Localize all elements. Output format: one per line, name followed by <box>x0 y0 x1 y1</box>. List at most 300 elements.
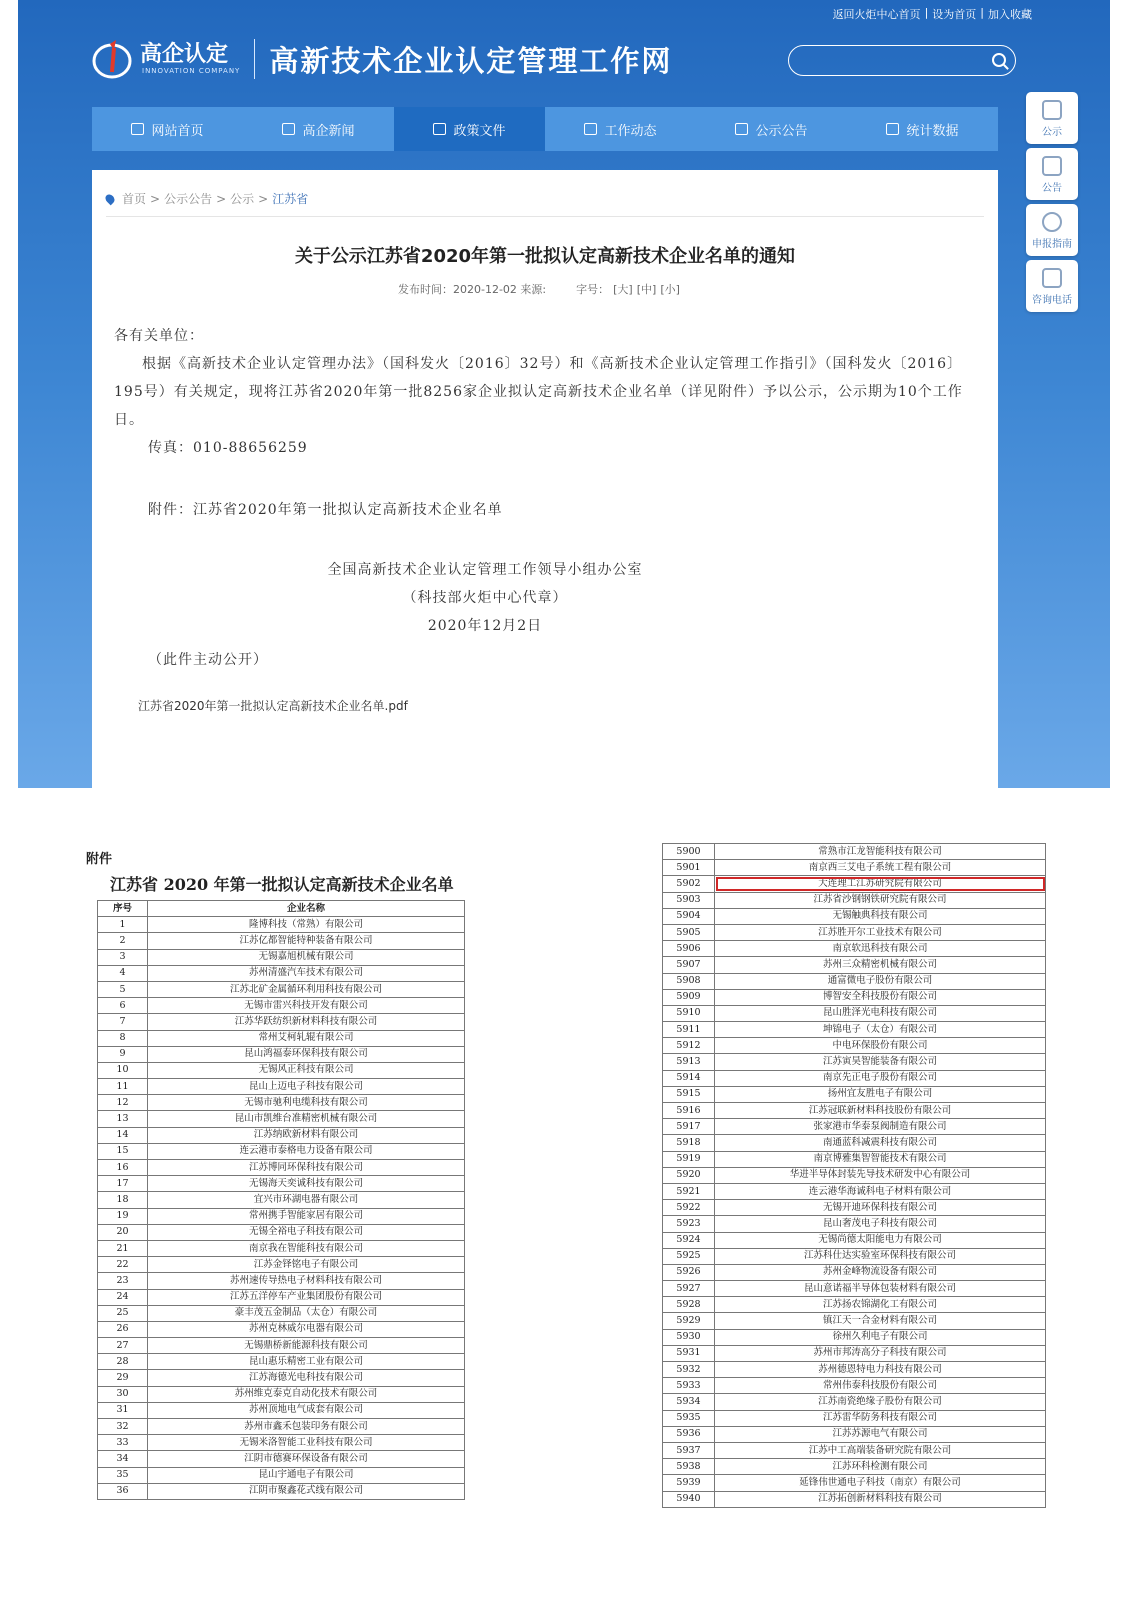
table-row <box>663 1475 1046 1491</box>
company-name: 南京西三艾电子系统工程有限公司 <box>715 860 1046 876</box>
table-row <box>663 1070 1046 1086</box>
company-name: 江苏五洋停车产业集团股份有限公司 <box>148 1289 465 1305</box>
font-large-button[interactable]: [大] <box>613 283 633 296</box>
table-row <box>98 1370 465 1386</box>
company-name: 常州携手智能家居有限公司 <box>148 1208 465 1224</box>
table-row <box>663 989 1046 1005</box>
nav-label: 统计数据 <box>906 123 959 139</box>
nav-label: 工作动态 <box>604 123 657 139</box>
nav-home[interactable] <box>92 107 243 151</box>
row-index: 34 <box>98 1451 148 1467</box>
table-row <box>663 1167 1046 1183</box>
row-index: 19 <box>98 1208 148 1224</box>
greeting: 各有关单位： <box>114 328 204 344</box>
table-row <box>98 1143 465 1159</box>
table-row <box>98 1224 465 1240</box>
sidebar-publicity[interactable] <box>1026 92 1078 144</box>
table-row <box>663 844 1046 860</box>
breadcrumb-notices[interactable]: 公示公告 <box>164 192 213 206</box>
company-name: 江苏省沙钢钢铁研究院有限公司 <box>715 892 1046 908</box>
company-name: 无锡市雷兴科技开发有限公司 <box>148 998 465 1014</box>
row-index: 15 <box>98 1143 148 1159</box>
breadcrumb-home[interactable]: 首页 <box>122 192 147 206</box>
col-header-index: 序号 <box>98 901 148 917</box>
company-name: 南通蓝科减震科技有限公司 <box>715 1135 1046 1151</box>
row-index: 5918 <box>663 1135 715 1151</box>
row-index: 5930 <box>663 1329 715 1345</box>
table-row <box>98 1079 465 1095</box>
location-icon <box>104 192 117 205</box>
row-index: 5938 <box>663 1459 715 1475</box>
notice-icon <box>1042 156 1062 176</box>
fax-line: 传真：010-88656259 <box>148 440 308 456</box>
table-row <box>663 1378 1046 1394</box>
company-name: 江苏中工高端装备研究院有限公司 <box>715 1442 1046 1458</box>
row-index: 5933 <box>663 1378 715 1394</box>
table-row <box>98 998 465 1014</box>
table-row <box>663 1426 1046 1442</box>
company-name: 苏州维克泰克自动化技术有限公司 <box>148 1386 465 1402</box>
table-row <box>663 1038 1046 1054</box>
compass-icon <box>1042 212 1062 232</box>
font-size-label: 字号： <box>576 283 610 296</box>
row-index: 5909 <box>663 989 715 1005</box>
breadcrumb: 首页 > 公示公告 > 公示 > 江苏省 <box>106 190 308 207</box>
row-index: 25 <box>98 1305 148 1321</box>
row-index: 5927 <box>663 1281 715 1297</box>
document-icon <box>433 123 446 135</box>
nav-label: 网站首页 <box>151 123 204 139</box>
table-row <box>98 1386 465 1402</box>
home-link[interactable]: 返回火炬中心首页 <box>832 8 921 21</box>
font-small-button[interactable]: [小] <box>660 283 680 296</box>
row-index: 5916 <box>663 1103 715 1119</box>
row-index: 5929 <box>663 1313 715 1329</box>
row-index: 8 <box>98 1030 148 1046</box>
company-name: 江苏寅昊智能装备有限公司 <box>715 1054 1046 1070</box>
row-index: 6 <box>98 998 148 1014</box>
row-index: 5936 <box>663 1426 715 1442</box>
publish-time: 发布时间：2020-12-02 来源: <box>398 283 547 296</box>
top-links: 返回火炬中心首页 | 设为首页 | 加入收藏 <box>832 6 1032 21</box>
row-index: 35 <box>98 1467 148 1483</box>
company-name: 苏州顶地电气成套有限公司 <box>148 1402 465 1418</box>
row-index: 13 <box>98 1111 148 1127</box>
table-row <box>98 1192 465 1208</box>
row-index: 22 <box>98 1257 148 1273</box>
table-row <box>98 1257 465 1273</box>
public-note: （此件主动公开） <box>148 652 268 668</box>
table-row <box>663 860 1046 876</box>
table-row <box>663 957 1046 973</box>
table-row <box>98 1435 465 1451</box>
company-name: 江苏亿都智能特种装备有限公司 <box>148 933 465 949</box>
table-row <box>98 1354 465 1370</box>
company-name: 无锡海天奕诚科技有限公司 <box>148 1176 465 1192</box>
row-index: 7 <box>98 1014 148 1030</box>
attachment-line: 附件：江苏省2020年第一批拟认定高新技术企业名单 <box>148 502 503 518</box>
company-name: 通富微电子股份有限公司 <box>715 973 1046 989</box>
company-name: 江苏海德光电科技有限公司 <box>148 1370 465 1386</box>
sidebar <box>1026 92 1078 316</box>
company-name: 昆山意诺福半导体包装材料有限公司 <box>715 1281 1046 1297</box>
company-name: 华进半导体封装先导技术研发中心有限公司 <box>715 1167 1046 1183</box>
company-name: 昆山鸿福泰环保科技有限公司 <box>148 1046 465 1062</box>
article-body <box>114 322 976 720</box>
row-index: 5928 <box>663 1297 715 1313</box>
send-icon <box>584 123 597 135</box>
company-table-right <box>662 843 1046 1508</box>
table-row <box>663 1442 1046 1458</box>
company-name: 苏州市邦涛高分子科技有限公司 <box>715 1345 1046 1361</box>
row-index: 20 <box>98 1224 148 1240</box>
table-row <box>663 1281 1046 1297</box>
signature-org: 全国高新技术企业认定管理工作领导小组办公室 <box>327 562 643 578</box>
row-index: 4 <box>98 965 148 981</box>
table-row <box>663 1248 1046 1264</box>
row-index: 9 <box>98 1046 148 1062</box>
company-name: 无锡尚德太阳能电力有限公司 <box>715 1232 1046 1248</box>
table-row <box>663 1216 1046 1232</box>
row-index: 5937 <box>663 1442 715 1458</box>
table-row <box>663 1022 1046 1038</box>
nav-label: 政策文件 <box>453 123 506 139</box>
table-row <box>663 892 1046 908</box>
row-index: 18 <box>98 1192 148 1208</box>
company-name: 苏州金峰物流设备有限公司 <box>715 1264 1046 1280</box>
company-name: 昆山宇通电子有限公司 <box>148 1467 465 1483</box>
nav-notice[interactable] <box>696 107 847 151</box>
table-row <box>98 1451 465 1467</box>
row-index: 5913 <box>663 1054 715 1070</box>
table-row <box>663 1491 1046 1507</box>
company-name: 江苏环科检测有限公司 <box>715 1459 1046 1475</box>
company-name: 无锡市驰利电缆科技有限公司 <box>148 1095 465 1111</box>
company-name: 江苏拓创新材料科技有限公司 <box>715 1491 1046 1507</box>
nav-news[interactable] <box>243 107 394 151</box>
nav-policy[interactable] <box>394 107 545 151</box>
article-meta <box>398 281 680 297</box>
table-row <box>663 941 1046 957</box>
row-index: 36 <box>98 1483 148 1499</box>
row-index: 5921 <box>663 1183 715 1199</box>
table-row <box>98 981 465 997</box>
table-row <box>663 1054 1046 1070</box>
company-name: 江苏金铎铭电子有限公司 <box>148 1257 465 1273</box>
attachment-label: 附件 <box>86 852 113 867</box>
table-row <box>663 1232 1046 1248</box>
row-index: 29 <box>98 1370 148 1386</box>
nav-label: 高企新闻 <box>302 123 355 139</box>
company-name: 昆山上迈电子科技有限公司 <box>148 1079 465 1095</box>
table-row <box>663 1410 1046 1426</box>
nav-label: 公示公告 <box>755 123 808 139</box>
company-name: 江苏南瓷绝缘子股份有限公司 <box>715 1394 1046 1410</box>
set-homepage-link[interactable]: 设为首页 <box>932 8 977 21</box>
article-card <box>92 170 998 788</box>
col-header-name: 企业名称 <box>148 901 465 917</box>
row-index: 5905 <box>663 924 715 940</box>
company-name: 江苏扬农锦湖化工有限公司 <box>715 1297 1046 1313</box>
table-row <box>98 1111 465 1127</box>
table-row <box>98 1402 465 1418</box>
row-index: 5934 <box>663 1394 715 1410</box>
table-row <box>98 1030 465 1046</box>
site-logo[interactable] <box>90 36 672 82</box>
company-name: 常州伟泰科技股份有限公司 <box>715 1378 1046 1394</box>
row-index: 5915 <box>663 1086 715 1102</box>
company-name: 徐州久利电子有限公司 <box>715 1329 1046 1345</box>
company-name: 坤锦电子（太仓）有限公司 <box>715 1022 1046 1038</box>
company-name: 常熟市江龙智能科技有限公司 <box>715 844 1046 860</box>
table-row <box>663 1086 1046 1102</box>
row-index: 5932 <box>663 1362 715 1378</box>
news-icon <box>282 123 295 135</box>
row-index: 5935 <box>663 1410 715 1426</box>
company-name: 南京先正电子股份有限公司 <box>715 1070 1046 1086</box>
row-index: 5904 <box>663 908 715 924</box>
table-row <box>663 1183 1046 1199</box>
company-name: 昆山市凯维台准精密机械有限公司 <box>148 1111 465 1127</box>
table-row <box>98 1273 465 1289</box>
table-row <box>98 1338 465 1354</box>
table-row <box>663 1151 1046 1167</box>
table-row <box>663 924 1046 940</box>
row-index: 28 <box>98 1354 148 1370</box>
table-row <box>98 1483 465 1499</box>
logo-text: 高企认定 <box>140 42 229 67</box>
company-name: 无锡风正科技有限公司 <box>148 1062 465 1078</box>
company-name: 苏州速传导热电子材料科技有限公司 <box>148 1273 465 1289</box>
row-index: 5917 <box>663 1119 715 1135</box>
row-index: 17 <box>98 1176 148 1192</box>
company-name: 连云港华海诚科电子材料有限公司 <box>715 1183 1046 1199</box>
table-row <box>98 1321 465 1337</box>
table-row <box>663 1394 1046 1410</box>
pdf-attachment-link[interactable]: 江苏省2020年第一批拟认定高新技术企业名单.pdf <box>138 699 408 713</box>
table-row <box>98 965 465 981</box>
company-name: 博智安全科技股份有限公司 <box>715 989 1046 1005</box>
sidebar-announcement[interactable] <box>1026 148 1078 200</box>
table-row <box>663 1297 1046 1313</box>
row-index: 12 <box>98 1095 148 1111</box>
row-index: 3 <box>98 949 148 965</box>
table-row <box>98 1208 465 1224</box>
breadcrumb-publicity[interactable]: 公示 <box>230 192 255 206</box>
row-index: 33 <box>98 1435 148 1451</box>
table-row <box>98 1095 465 1111</box>
sidebar-hotline[interactable] <box>1026 260 1078 312</box>
table-row <box>663 908 1046 924</box>
table-row <box>663 876 1046 892</box>
company-name: 无锡米洛智能工业科技有限公司 <box>148 1435 465 1451</box>
row-index: 5919 <box>663 1151 715 1167</box>
company-name: 镇江天一合金材料有限公司 <box>715 1313 1046 1329</box>
row-index: 11 <box>98 1079 148 1095</box>
row-index: 5908 <box>663 973 715 989</box>
table-row <box>98 917 465 933</box>
body-paragraph: 根据《高新技术企业认定管理办法》（国科发火〔2016〕32号）和《高新技术企业认定管理工作指引》（国科发火〔2016〕195号）有关规定，现将江苏省2020年第一批8256家企业拟认定高新技术企业名单（详见附件）予以公示，公示期为10个工作日。 <box>114 356 963 428</box>
bookmark-link[interactable]: 加入收藏 <box>988 8 1032 21</box>
sidebar-label: 公告 <box>1042 183 1062 194</box>
row-index: 10 <box>98 1062 148 1078</box>
phone-icon <box>1042 268 1062 288</box>
row-index: 5939 <box>663 1475 715 1491</box>
company-name: 南京我在智能科技有限公司 <box>148 1240 465 1256</box>
company-name: 南京博雅集智智能技术有限公司 <box>715 1151 1046 1167</box>
company-name: 苏州市鑫禾包装印务有限公司 <box>148 1419 465 1435</box>
row-index: 5900 <box>663 844 715 860</box>
table-row <box>98 1062 465 1078</box>
table-row <box>663 973 1046 989</box>
sidebar-label: 咨询电话 <box>1032 295 1072 306</box>
divider <box>106 216 984 217</box>
sidebar-guide[interactable] <box>1026 204 1078 256</box>
row-index: 2 <box>98 933 148 949</box>
row-index: 23 <box>98 1273 148 1289</box>
row-index: 5924 <box>663 1232 715 1248</box>
logo-subtext: INNOVATION COMPANY <box>142 67 241 75</box>
company-name: 江苏冠联新材料科技股份有限公司 <box>715 1103 1046 1119</box>
nav-stats[interactable] <box>847 107 998 151</box>
row-index: 1 <box>98 917 148 933</box>
row-index: 26 <box>98 1321 148 1337</box>
table-row <box>663 1103 1046 1119</box>
company-name: 江阴市聚鑫花式线有限公司 <box>148 1483 465 1499</box>
company-name: 昆山奢茂电子科技有限公司 <box>715 1216 1046 1232</box>
row-index: 5940 <box>663 1491 715 1507</box>
sidebar-label: 申报指南 <box>1032 239 1072 250</box>
company-name: 豪丰茂五金制品（太仓）有限公司 <box>148 1305 465 1321</box>
company-name: 江阴市德赛环保设备有限公司 <box>148 1451 465 1467</box>
row-index: 21 <box>98 1240 148 1256</box>
row-index: 30 <box>98 1386 148 1402</box>
company-name: 延锋伟世通电子科技（南京）有限公司 <box>715 1475 1046 1491</box>
row-index: 31 <box>98 1402 148 1418</box>
row-index: 5 <box>98 981 148 997</box>
company-name: 苏州德恩特电力科技有限公司 <box>715 1362 1046 1378</box>
sidebar-label: 公示 <box>1042 127 1062 138</box>
chart-icon <box>886 123 899 135</box>
table-row <box>98 1289 465 1305</box>
search-input[interactable] <box>788 45 1016 76</box>
table-row <box>98 1014 465 1030</box>
company-name: 大连理工江苏研究院有限公司 <box>715 876 1046 892</box>
company-name: 江苏雷华防务科技有限公司 <box>715 1410 1046 1426</box>
company-name: 宜兴市环湖电器有限公司 <box>148 1192 465 1208</box>
row-index: 5914 <box>663 1070 715 1086</box>
table-row <box>663 1459 1046 1475</box>
clipboard-icon <box>1042 100 1062 120</box>
table-row <box>98 933 465 949</box>
company-name: 苏州三众精密机械有限公司 <box>715 957 1046 973</box>
company-name: 江苏苏源电气有限公司 <box>715 1426 1046 1442</box>
row-index: 16 <box>98 1160 148 1176</box>
table-row <box>663 1119 1046 1135</box>
website-screenshot <box>18 0 1110 788</box>
row-index: 32 <box>98 1419 148 1435</box>
company-name: 江苏博同环保科技有限公司 <box>148 1160 465 1176</box>
table-row <box>663 1200 1046 1216</box>
logo-icon <box>90 36 138 82</box>
page-title: 关于公示江苏省2020年第一批拟认定高新技术企业名单的通知 <box>294 246 796 267</box>
table-row <box>98 949 465 965</box>
table-row <box>663 1005 1046 1021</box>
row-index: 27 <box>98 1338 148 1354</box>
nav-work[interactable] <box>545 107 696 151</box>
company-name: 苏州克林威尔电器有限公司 <box>148 1321 465 1337</box>
company-name: 隆博科技（常熟）有限公司 <box>148 917 465 933</box>
briefcase-icon <box>735 123 748 135</box>
breadcrumb-current[interactable]: 江苏省 <box>272 192 309 206</box>
logo-divider <box>254 39 255 79</box>
row-index: 5926 <box>663 1264 715 1280</box>
main-nav <box>92 107 998 151</box>
table-row <box>663 1313 1046 1329</box>
search-icon[interactable] <box>992 53 1006 67</box>
table-row <box>98 1176 465 1192</box>
company-name: 连云港市泰格电力设备有限公司 <box>148 1143 465 1159</box>
company-name: 无锡触典科技有限公司 <box>715 908 1046 924</box>
list-title: 江苏省 2020 年第一批拟认定高新技术企业名单 <box>110 875 454 894</box>
table-row <box>663 1264 1046 1280</box>
row-index: 5901 <box>663 860 715 876</box>
table-row <box>663 1329 1046 1345</box>
company-name: 张家港市华泰泵阀制造有限公司 <box>715 1119 1046 1135</box>
company-name: 中电环保股份有限公司 <box>715 1038 1046 1054</box>
row-index: 5903 <box>663 892 715 908</box>
row-index: 24 <box>98 1289 148 1305</box>
font-medium-button[interactable]: [中] <box>636 283 657 296</box>
company-name: 常州艾柯轧辊有限公司 <box>148 1030 465 1046</box>
signature-date: 2020年12月2日 <box>427 618 543 634</box>
company-name: 苏州清盛汽车技术有限公司 <box>148 965 465 981</box>
table-row <box>98 1160 465 1176</box>
company-name: 南京软迅科技有限公司 <box>715 941 1046 957</box>
company-name: 昆山惠乐精密工业有限公司 <box>148 1354 465 1370</box>
company-name: 无锡开迪环保科技有限公司 <box>715 1200 1046 1216</box>
company-name: 无锡嘉旭机械有限公司 <box>148 949 465 965</box>
company-name: 无锡全裕电子科技有限公司 <box>148 1224 465 1240</box>
site-title: 高新技术企业认定管理工作网 <box>269 43 673 78</box>
row-index: 5925 <box>663 1248 715 1264</box>
row-index: 5902 <box>663 876 715 892</box>
row-index: 5931 <box>663 1345 715 1361</box>
company-name: 无锡鼎桥新能源科技有限公司 <box>148 1338 465 1354</box>
table-row <box>98 1419 465 1435</box>
table-row <box>98 1127 465 1143</box>
row-index: 5912 <box>663 1038 715 1054</box>
row-index: 5911 <box>663 1022 715 1038</box>
table-row <box>98 1046 465 1062</box>
table-row <box>98 1240 465 1256</box>
row-index: 5920 <box>663 1167 715 1183</box>
table-row <box>98 1305 465 1321</box>
company-table-left <box>97 900 465 1500</box>
company-name: 江苏华跃纺织新材料科技有限公司 <box>148 1014 465 1030</box>
home-icon <box>131 123 144 135</box>
table-row <box>98 1467 465 1483</box>
table-row <box>663 1135 1046 1151</box>
company-name: 江苏胜开尔工业技术有限公司 <box>715 924 1046 940</box>
row-index: 14 <box>98 1127 148 1143</box>
table-row <box>663 1345 1046 1361</box>
row-index: 5910 <box>663 1005 715 1021</box>
table-row <box>663 1362 1046 1378</box>
row-index: 5922 <box>663 1200 715 1216</box>
company-name: 扬州宜友胜电子有限公司 <box>715 1086 1046 1102</box>
company-name: 江苏纳欧新材料有限公司 <box>148 1127 465 1143</box>
